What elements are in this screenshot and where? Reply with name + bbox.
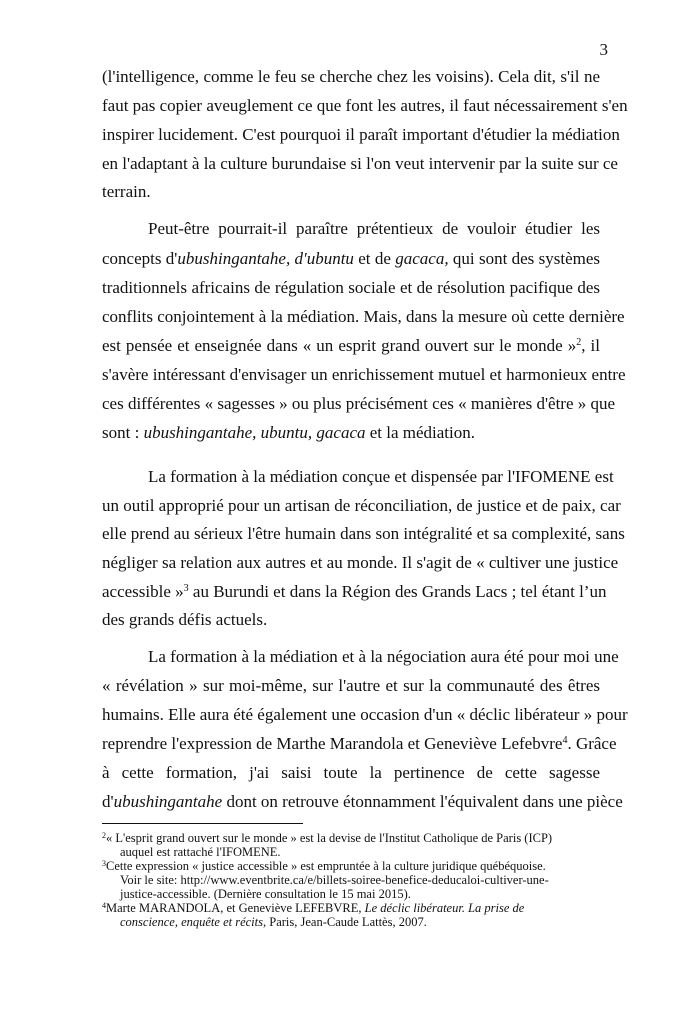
footnote-3: [102, 859, 612, 873]
footnote-ref[interactable]: 3: [183, 583, 189, 594]
text-line: terrain.: [102, 182, 151, 201]
text: Cette expression « justice accessible » est empruntée à la culture juridique québéquoise.: [106, 859, 546, 873]
text-line: à cette formation, j'ai saisi toute la pertinence de cette sagesse: [102, 763, 600, 782]
text: , Paris, Jean-Caude Lattès, 2007.: [263, 915, 427, 929]
footnote-line: auquel est rattaché l'IFOMENE.: [120, 845, 281, 859]
text-line: Peut-être pourrait-il paraître prétentieux de vouloir étudier les: [148, 219, 600, 238]
text: d': [102, 792, 114, 811]
text: . Grâce: [567, 734, 617, 753]
text-line: La formation à la médiation et à la négociation aura été pour moi une: [148, 647, 619, 666]
text-line: humains. Elle aura été également une occasion d'un « déclic libérateur » pour: [102, 705, 628, 724]
text-line: des grands défis actuels.: [102, 610, 268, 629]
footnote-line: justice-accessible. (Dernière consultation le 15 mai 2015).: [120, 887, 411, 901]
text-line: [102, 249, 600, 269]
footnote-4: [102, 901, 612, 915]
text: concepts d': [102, 249, 178, 268]
text: et de: [353, 249, 396, 268]
footnote-number: 2: [102, 831, 106, 840]
text: reprendre l'expression de Marthe Marandola et Geneviève Lefebvre: [102, 734, 563, 753]
text: accessible »: [102, 582, 184, 601]
text-line: [102, 582, 607, 602]
italic-term: ubushingantahe, ubuntu, gacaca: [143, 423, 366, 442]
text-line: négliger sa relation aux autres et au monde. Il s'agit de « cultiver une justice: [102, 553, 619, 572]
footnote-2: [102, 831, 612, 845]
text-line: elle prend au sérieux l'être humain dans son intégralité et sa complexité, sans: [102, 524, 625, 543]
text-line: ces différentes « sagesses » ou plus précisément ces « manières d'être » que: [102, 394, 616, 413]
text-line: La formation à la médiation conçue et dispensée par l'IFOMENE est: [148, 467, 614, 486]
footnote-ref[interactable]: 2: [576, 337, 582, 348]
text: qui sont des systèmes: [448, 249, 600, 268]
text-line: traditionnels africains de régulation sociale et de résolution pacifique des: [102, 278, 600, 297]
text: au Burundi et dans la Région des Grands Lacs ; tel étant l’un: [188, 582, 607, 601]
text: est pensée et enseignée dans « un esprit grand ouvert sur le monde »: [102, 336, 577, 355]
text-line: inspirer lucidement. C'est pourquoi il paraît important d'étudier la médiation: [102, 125, 620, 144]
footnote-separator: [102, 823, 303, 824]
italic-term: ubushingantahe, d'ubuntu: [177, 249, 354, 268]
text-line: s'avère intéressant d'envisager un enrichissement mutuel et harmonieux entre: [102, 365, 626, 384]
text-line: [102, 734, 617, 754]
italic-title: conscience, enquête et récits: [120, 915, 263, 929]
text-line: [102, 792, 623, 812]
footnote-number: 4: [102, 901, 106, 910]
footnote-number: 3: [102, 859, 106, 868]
text-line: « révélation » sur moi-même, sur l'autre et sur la communauté des êtres: [102, 676, 600, 695]
footnote-link[interactable]: Voir le site: http://www.eventbrite.ca/e/billets-soiree-benefice-deducaloi-cultiver-une-: [120, 873, 549, 887]
text-line: faut pas copier aveuglement ce que font les autres, il faut nécessairement s'en: [102, 96, 628, 115]
text-line: un outil approprié pour un artisan de réconciliation, de justice et de paix, car: [102, 496, 621, 515]
text: Marte MARANDOLA, et Geneviève LEFEBVRE,: [106, 901, 365, 915]
text-line: conflits conjointement à la médiation. Mais, dans la mesure où cette dernière: [102, 307, 625, 326]
text-line: [102, 423, 600, 443]
text: « L'esprit grand ouvert sur le monde » est la devise de l'Institut Catholique de Paris (ICP): [106, 831, 553, 845]
text-line: en l'adaptant à la culture burundaise si l'on veut intervenir par la suite sur ce: [102, 154, 618, 173]
page-number: 3: [599, 40, 608, 59]
text: dont on retrouve étonnamment l'équivalent dans une pièce: [222, 792, 623, 811]
italic-term: ubushingantahe: [113, 792, 223, 811]
text: sont :: [102, 423, 144, 442]
text: et la médiation.: [365, 423, 476, 442]
italic-term: gacaca,: [395, 249, 449, 268]
footnote-line: [120, 915, 612, 929]
text: , il: [581, 336, 600, 355]
footnote-ref[interactable]: 4: [562, 735, 568, 746]
text-line: (l'intelligence, comme le feu se cherche chez les voisins). Cela dit, s'il ne: [102, 67, 600, 86]
italic-title: Le déclic libérateur. La prise de: [364, 901, 525, 915]
text-line: [102, 336, 600, 356]
